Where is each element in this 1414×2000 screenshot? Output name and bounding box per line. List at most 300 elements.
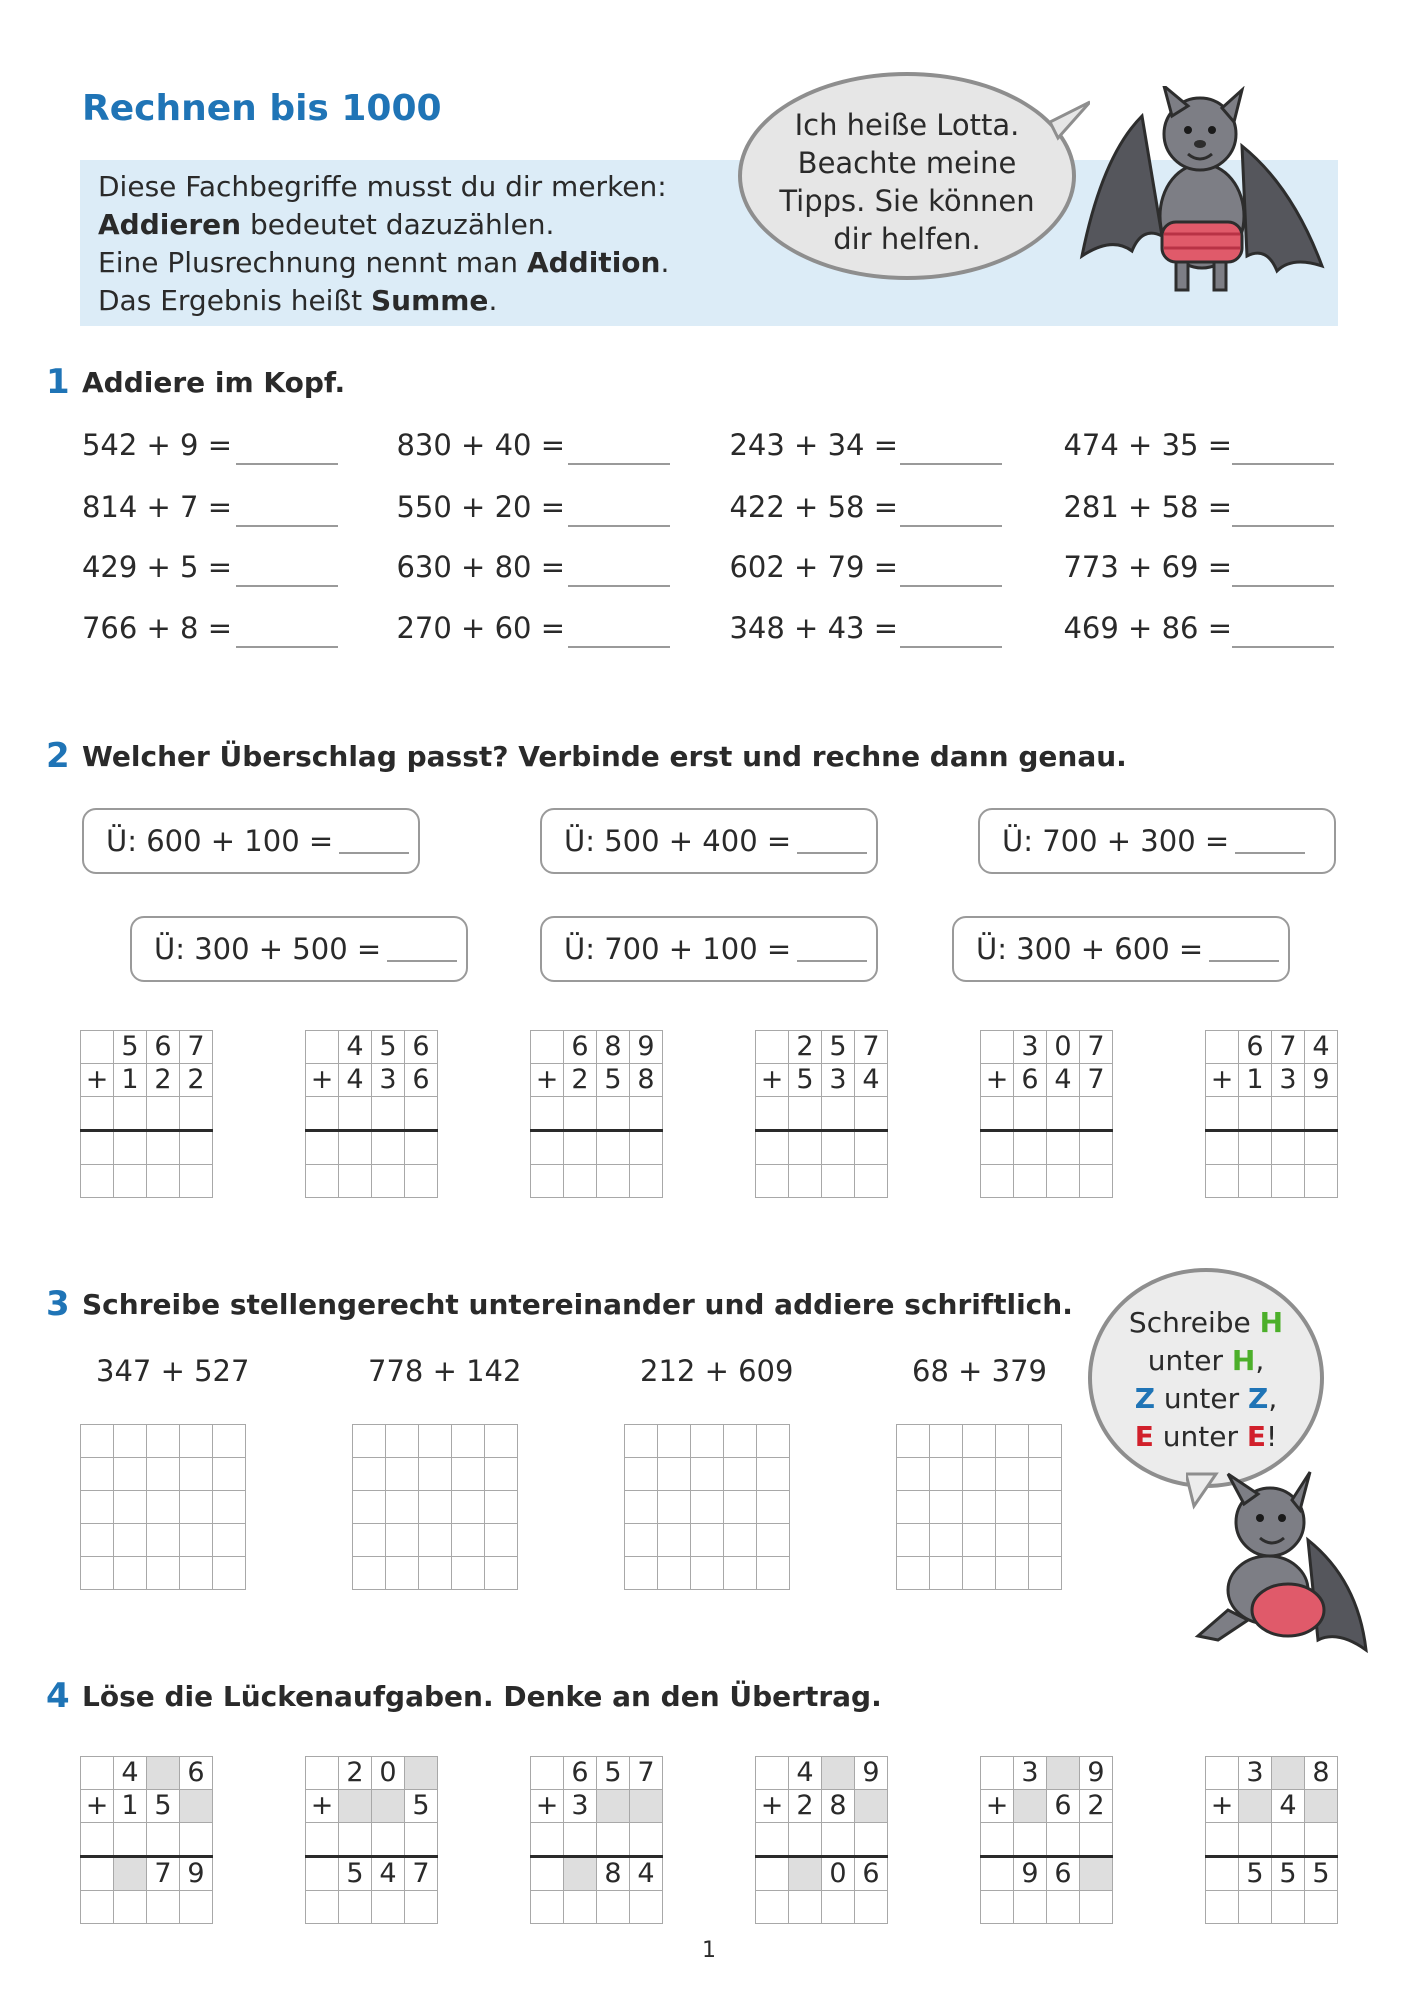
grid-cell[interactable] [855,1790,888,1823]
grid-cell[interactable] [756,1757,789,1790]
grid-cell[interactable] [531,1857,564,1891]
grid-cell[interactable] [372,1097,405,1131]
answer-blank[interactable] [236,585,338,587]
grid-cell[interactable] [114,1524,147,1557]
grid-cell[interactable] [1047,1131,1080,1165]
estimate-box[interactable] [952,916,1290,982]
grid-cell[interactable] [353,1557,386,1590]
grid-cell[interactable]: 5 [339,1857,372,1891]
grid-cell[interactable] [822,1131,855,1165]
grid-cell[interactable] [963,1425,996,1458]
grid-cell[interactable]: 4 [339,1031,372,1064]
grid-cell[interactable] [789,1857,822,1891]
grid-cell[interactable] [372,1790,405,1823]
answer-blank[interactable] [236,463,338,465]
estimate-box[interactable] [540,808,878,874]
grid-cell[interactable] [180,1557,213,1590]
grid-cell[interactable] [996,1425,1029,1458]
grid-cell[interactable] [1047,1757,1080,1790]
answer-blank[interactable] [1232,463,1334,465]
grid-cell[interactable] [757,1458,790,1491]
grid-cell[interactable] [81,1458,114,1491]
grid-cell[interactable] [114,1491,147,1524]
grid-cell[interactable] [597,1097,630,1131]
grid-cell[interactable] [1305,1790,1338,1823]
grid-cell[interactable] [180,1165,213,1198]
answer-blank[interactable] [900,525,1002,527]
grid-cell[interactable] [756,1097,789,1131]
grid-cell[interactable] [1272,1097,1305,1131]
grid-cell[interactable]: 9 [855,1757,888,1790]
answer-blank[interactable] [236,525,338,527]
grid-cell[interactable] [386,1458,419,1491]
grid-cell[interactable] [1014,1790,1047,1823]
grid-cell[interactable]: + [531,1790,564,1823]
grid-cell[interactable] [789,1891,822,1924]
grid-cell[interactable]: 4 [1272,1790,1305,1823]
grid-cell[interactable] [1029,1524,1062,1557]
estimate-box[interactable] [978,808,1336,874]
grid-cell[interactable] [630,1131,663,1165]
grid-cell[interactable] [81,1557,114,1590]
estimate-box[interactable] [540,916,878,982]
grid-cell[interactable] [996,1491,1029,1524]
grid-cell[interactable] [81,1031,114,1064]
grid-cell[interactable]: 4 [789,1757,822,1790]
grid-cell[interactable] [531,1097,564,1131]
answer-blank[interactable] [900,463,1002,465]
grid-cell[interactable] [981,1031,1014,1064]
grid-cell[interactable] [756,1857,789,1891]
grid-cell[interactable] [531,1131,564,1165]
grid-cell[interactable] [897,1557,930,1590]
answer-blank[interactable] [1232,646,1334,648]
grid-cell[interactable] [1206,1857,1239,1891]
grid-cell[interactable] [1272,1891,1305,1924]
grid-cell[interactable] [353,1524,386,1557]
grid-cell[interactable]: 2 [564,1064,597,1097]
grid-cell[interactable] [419,1491,452,1524]
grid-cell[interactable] [372,1165,405,1198]
grid-cell[interactable] [339,1097,372,1131]
grid-cell[interactable] [789,1165,822,1198]
answer-blank[interactable] [568,463,670,465]
grid-cell[interactable] [114,1165,147,1198]
grid-cell[interactable] [339,1891,372,1924]
grid-cell[interactable] [180,1891,213,1924]
grid-cell[interactable] [1272,1823,1305,1857]
grid-cell[interactable]: 4 [114,1757,147,1790]
grid-cell[interactable] [724,1557,757,1590]
grid-cell[interactable] [597,1891,630,1924]
grid-cell[interactable] [531,1031,564,1064]
grid-cell[interactable] [114,1131,147,1165]
grid-cell[interactable] [405,1823,438,1857]
grid-cell[interactable]: 8 [1305,1757,1338,1790]
grid-cell[interactable]: 7 [147,1857,180,1891]
grid-cell[interactable]: 6 [1047,1790,1080,1823]
grid-cell[interactable] [114,1425,147,1458]
grid-cell[interactable]: 5 [597,1064,630,1097]
grid-cell[interactable] [114,1857,147,1891]
grid-cell[interactable]: 5 [1305,1857,1338,1891]
grid-cell[interactable]: 4 [630,1857,663,1891]
grid-cell[interactable] [180,1491,213,1524]
grid-cell[interactable]: + [81,1790,114,1823]
grid-cell[interactable] [691,1458,724,1491]
grid-cell[interactable]: 2 [789,1790,822,1823]
estimate-box[interactable] [82,808,420,874]
grid-cell[interactable] [1206,1823,1239,1857]
grid-cell[interactable] [981,1891,1014,1924]
grid-cell[interactable] [564,1097,597,1131]
grid-cell[interactable] [306,1757,339,1790]
grid-cell[interactable] [996,1524,1029,1557]
grid-cell[interactable] [386,1425,419,1458]
grid-cell[interactable] [452,1524,485,1557]
grid-cell[interactable] [1029,1458,1062,1491]
grid-cell[interactable] [1080,1891,1113,1924]
grid-cell[interactable] [147,1491,180,1524]
grid-cell[interactable] [485,1425,518,1458]
grid-cell[interactable] [625,1458,658,1491]
grid-cell[interactable]: 3 [372,1064,405,1097]
grid-cell[interactable] [597,1165,630,1198]
grid-cell[interactable] [724,1458,757,1491]
grid-cell[interactable]: + [981,1064,1014,1097]
answer-blank[interactable] [568,525,670,527]
grid-cell[interactable] [996,1557,1029,1590]
grid-cell[interactable] [597,1790,630,1823]
grid-cell[interactable] [372,1891,405,1924]
grid-cell[interactable] [789,1823,822,1857]
grid-cell[interactable] [147,1524,180,1557]
grid-cell[interactable]: 3 [1014,1031,1047,1064]
grid-cell[interactable] [81,1491,114,1524]
grid-cell[interactable] [630,1891,663,1924]
grid-cell[interactable] [930,1524,963,1557]
grid-cell[interactable] [339,1165,372,1198]
grid-cell[interactable] [1305,1823,1338,1857]
grid-cell[interactable] [1305,1131,1338,1165]
grid-cell[interactable]: + [756,1790,789,1823]
grid-cell[interactable]: 0 [372,1757,405,1790]
estimate-answer-blank[interactable] [797,828,867,854]
grid-cell[interactable]: + [306,1064,339,1097]
grid-cell[interactable] [756,1823,789,1857]
answer-blank[interactable] [900,646,1002,648]
grid-cell[interactable]: 6 [147,1031,180,1064]
grid-cell[interactable] [1029,1425,1062,1458]
grid-cell[interactable] [897,1491,930,1524]
grid-cell[interactable]: 2 [147,1064,180,1097]
grid-cell[interactable]: 2 [1080,1790,1113,1823]
grid-cell[interactable] [1014,1097,1047,1131]
grid-cell[interactable] [81,1097,114,1131]
estimate-answer-blank[interactable] [797,936,867,962]
grid-cell[interactable]: 4 [855,1064,888,1097]
grid-cell[interactable]: 4 [339,1064,372,1097]
grid-cell[interactable]: 6 [180,1757,213,1790]
grid-cell[interactable] [756,1031,789,1064]
estimate-answer-blank[interactable] [387,936,457,962]
answer-blank[interactable] [568,646,670,648]
grid-cell[interactable] [531,1823,564,1857]
grid-cell[interactable] [564,1131,597,1165]
grid-cell[interactable] [1047,1823,1080,1857]
grid-cell[interactable] [306,1097,339,1131]
grid-cell[interactable] [180,1524,213,1557]
grid-cell[interactable] [452,1425,485,1458]
grid-cell[interactable] [855,1165,888,1198]
grid-cell[interactable]: 2 [180,1064,213,1097]
grid-cell[interactable] [1080,1165,1113,1198]
grid-cell[interactable] [1239,1823,1272,1857]
grid-cell[interactable]: 5 [372,1031,405,1064]
grid-cell[interactable] [114,1557,147,1590]
grid-cell[interactable] [1014,1165,1047,1198]
grid-cell[interactable]: 0 [822,1857,855,1891]
grid-cell[interactable]: 6 [1047,1857,1080,1891]
grid-cell[interactable] [372,1823,405,1857]
grid-cell[interactable] [1014,1823,1047,1857]
grid-cell[interactable] [597,1823,630,1857]
grid-cell[interactable] [691,1491,724,1524]
estimate-box[interactable] [130,916,468,982]
grid-cell[interactable]: 7 [855,1031,888,1064]
grid-cell[interactable] [1239,1891,1272,1924]
grid-cell[interactable]: 5 [822,1031,855,1064]
grid-cell[interactable] [981,1165,1014,1198]
grid-cell[interactable]: 6 [405,1064,438,1097]
grid-cell[interactable] [485,1524,518,1557]
grid-cell[interactable] [1272,1165,1305,1198]
grid-cell[interactable]: 5 [597,1757,630,1790]
grid-cell[interactable] [147,1757,180,1790]
grid-cell[interactable]: 1 [114,1064,147,1097]
grid-cell[interactable] [930,1425,963,1458]
grid-cell[interactable]: 5 [147,1790,180,1823]
grid-cell[interactable] [147,1425,180,1458]
grid-cell[interactable] [306,1823,339,1857]
grid-cell[interactable] [114,1823,147,1857]
grid-cell[interactable] [405,1097,438,1131]
answer-blank[interactable] [568,585,670,587]
grid-cell[interactable]: 8 [597,1031,630,1064]
grid-cell[interactable] [658,1425,691,1458]
grid-cell[interactable]: 6 [564,1031,597,1064]
grid-cell[interactable] [114,1097,147,1131]
grid-cell[interactable] [180,1097,213,1131]
grid-cell[interactable] [658,1491,691,1524]
grid-cell[interactable]: 3 [564,1790,597,1823]
grid-cell[interactable]: 9 [1080,1757,1113,1790]
grid-cell[interactable] [419,1425,452,1458]
grid-cell[interactable] [757,1491,790,1524]
grid-cell[interactable] [756,1165,789,1198]
grid-cell[interactable] [1239,1097,1272,1131]
grid-cell[interactable] [1305,1891,1338,1924]
grid-cell[interactable]: 5 [1239,1857,1272,1891]
grid-cell[interactable] [963,1524,996,1557]
grid-cell[interactable] [213,1524,246,1557]
grid-cell[interactable] [1047,1097,1080,1131]
grid-cell[interactable] [1239,1165,1272,1198]
grid-cell[interactable]: 7 [1080,1064,1113,1097]
grid-cell[interactable] [180,1131,213,1165]
grid-cell[interactable] [1206,1097,1239,1131]
grid-cell[interactable] [372,1131,405,1165]
grid-cell[interactable] [855,1891,888,1924]
grid-cell[interactable] [405,1131,438,1165]
grid-cell[interactable] [625,1557,658,1590]
grid-cell[interactable] [81,1823,114,1857]
grid-cell[interactable] [981,1857,1014,1891]
grid-cell[interactable] [1239,1131,1272,1165]
grid-cell[interactable]: + [1206,1064,1239,1097]
grid-cell[interactable] [452,1491,485,1524]
grid-cell[interactable] [452,1557,485,1590]
grid-cell[interactable] [353,1458,386,1491]
grid-cell[interactable] [81,1131,114,1165]
grid-cell[interactable]: 1 [114,1790,147,1823]
grid-cell[interactable] [213,1425,246,1458]
grid-cell[interactable] [1014,1891,1047,1924]
grid-cell[interactable] [1239,1790,1272,1823]
grid-cell[interactable] [963,1458,996,1491]
grid-cell[interactable] [81,1524,114,1557]
grid-cell[interactable]: 8 [630,1064,663,1097]
grid-cell[interactable] [897,1425,930,1458]
grid-cell[interactable] [1206,1031,1239,1064]
grid-cell[interactable]: 7 [405,1857,438,1891]
grid-cell[interactable] [386,1491,419,1524]
grid-cell[interactable] [1080,1823,1113,1857]
grid-cell[interactable] [213,1458,246,1491]
grid-cell[interactable] [180,1790,213,1823]
grid-cell[interactable]: 3 [822,1064,855,1097]
grid-cell[interactable] [930,1491,963,1524]
answer-blank[interactable] [1232,525,1334,527]
grid-cell[interactable] [691,1425,724,1458]
grid-cell[interactable] [81,1757,114,1790]
grid-cell[interactable]: 9 [1305,1064,1338,1097]
grid-cell[interactable] [452,1458,485,1491]
grid-cell[interactable] [625,1491,658,1524]
grid-cell[interactable]: 4 [372,1857,405,1891]
grid-cell[interactable] [564,1891,597,1924]
answer-blank[interactable] [236,646,338,648]
grid-cell[interactable] [1047,1891,1080,1924]
grid-cell[interactable] [630,1823,663,1857]
grid-cell[interactable] [339,1823,372,1857]
grid-cell[interactable] [81,1425,114,1458]
grid-cell[interactable]: 6 [855,1857,888,1891]
grid-cell[interactable] [757,1425,790,1458]
grid-cell[interactable] [306,1131,339,1165]
grid-cell[interactable] [855,1097,888,1131]
grid-cell[interactable] [405,1757,438,1790]
grid-cell[interactable] [114,1891,147,1924]
grid-cell[interactable] [822,1757,855,1790]
grid-cell[interactable] [930,1458,963,1491]
grid-cell[interactable] [789,1097,822,1131]
grid-cell[interactable] [822,1097,855,1131]
grid-cell[interactable]: 7 [1080,1031,1113,1064]
grid-cell[interactable]: 6 [1239,1031,1272,1064]
grid-cell[interactable]: 4 [1305,1031,1338,1064]
grid-cell[interactable]: 0 [1047,1031,1080,1064]
grid-cell[interactable] [963,1491,996,1524]
grid-cell[interactable] [405,1891,438,1924]
grid-cell[interactable] [485,1557,518,1590]
grid-cell[interactable] [339,1790,372,1823]
grid-cell[interactable] [757,1524,790,1557]
grid-cell[interactable] [1080,1097,1113,1131]
grid-cell[interactable]: 8 [597,1857,630,1891]
grid-cell[interactable] [625,1524,658,1557]
grid-cell[interactable] [756,1891,789,1924]
grid-cell[interactable] [691,1557,724,1590]
grid-cell[interactable] [1029,1557,1062,1590]
grid-cell[interactable] [1305,1165,1338,1198]
grid-cell[interactable] [981,1097,1014,1131]
grid-cell[interactable]: + [306,1790,339,1823]
grid-cell[interactable] [213,1491,246,1524]
grid-cell[interactable] [419,1524,452,1557]
grid-cell[interactable] [485,1491,518,1524]
grid-cell[interactable] [1080,1857,1113,1891]
grid-cell[interactable]: 8 [822,1790,855,1823]
grid-cell[interactable] [724,1524,757,1557]
grid-cell[interactable] [724,1425,757,1458]
grid-cell[interactable] [1206,1131,1239,1165]
estimate-answer-blank[interactable] [1235,828,1305,854]
grid-cell[interactable]: 7 [180,1031,213,1064]
grid-cell[interactable] [180,1425,213,1458]
grid-cell[interactable] [822,1165,855,1198]
grid-cell[interactable]: 9 [180,1857,213,1891]
grid-cell[interactable] [930,1557,963,1590]
grid-cell[interactable] [1272,1757,1305,1790]
grid-cell[interactable]: 9 [630,1031,663,1064]
grid-cell[interactable] [531,1165,564,1198]
grid-cell[interactable]: 3 [1272,1064,1305,1097]
grid-cell[interactable] [81,1891,114,1924]
grid-cell[interactable] [1305,1097,1338,1131]
grid-cell[interactable]: 6 [405,1031,438,1064]
grid-cell[interactable] [419,1458,452,1491]
grid-cell[interactable] [147,1891,180,1924]
grid-cell[interactable] [981,1131,1014,1165]
grid-cell[interactable] [1272,1131,1305,1165]
grid-cell[interactable] [531,1891,564,1924]
grid-cell[interactable]: 7 [630,1757,663,1790]
grid-cell[interactable] [1047,1165,1080,1198]
grid-cell[interactable] [564,1165,597,1198]
grid-cell[interactable] [630,1097,663,1131]
grid-cell[interactable] [691,1524,724,1557]
grid-cell[interactable] [81,1857,114,1891]
grid-cell[interactable] [981,1823,1014,1857]
grid-cell[interactable]: 5 [789,1064,822,1097]
grid-cell[interactable] [339,1131,372,1165]
grid-cell[interactable] [789,1131,822,1165]
grid-cell[interactable]: + [81,1064,114,1097]
grid-cell[interactable]: 5 [114,1031,147,1064]
grid-cell[interactable]: 5 [405,1790,438,1823]
grid-cell[interactable]: + [756,1064,789,1097]
